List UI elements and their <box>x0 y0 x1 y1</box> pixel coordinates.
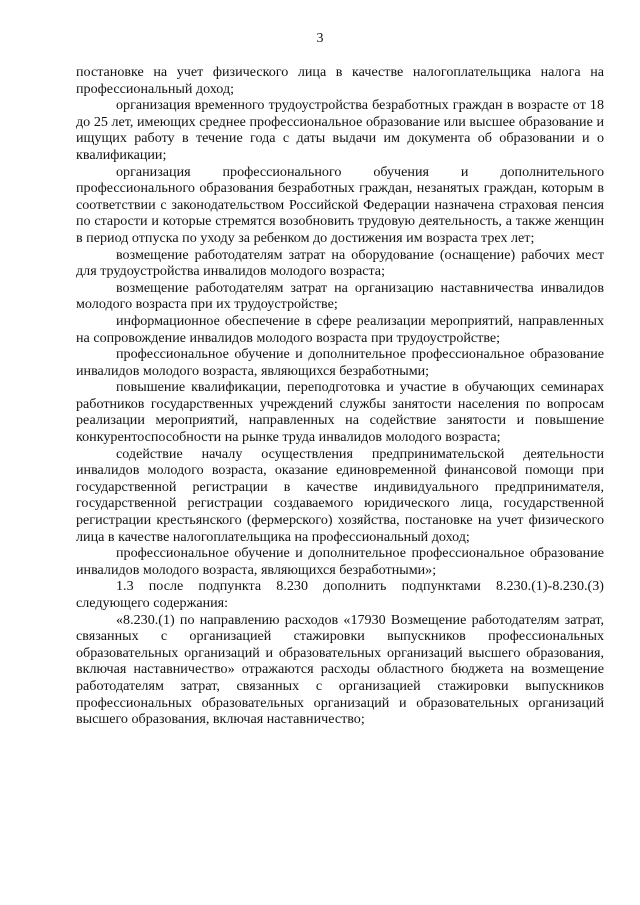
paragraph-staff-qualification: повышение квалификации, переподготовка и участие в обучающих семинарах работников государственных учреждений службы занятости населения по вопросам реализации мероприятий, направленных на содействие занятости и повышение конкурентоспособности на рынке труда инвалидов молодого возраста; <box>76 379 604 446</box>
paragraph-equipment-compensation: возмещение работодателям затрат на оборудование (оснащение) рабочих мест для трудоустройства инвалидов молодого возраста; <box>76 246 604 280</box>
paragraph-professional-training: организация профессионального обучения и дополнительного профессионального образования безработных граждан, незанятых граждан, которым в соответствии с законодательством Российской Федерации назначена страховая пенсия по старости и которые стремятся возобновить трудовую деятельность, а также женщин в период отпуска по уходу за ребенком до достижения им возраста трех лет; <box>76 163 604 246</box>
paragraph-temporary-employment: организация временного трудоустройства безработных граждан в возрасте от 18 до 25 лет, имеющих среднее профессиональное образование или высшее образование и ищущих работу в течение года с даты выдачи им документа об образовании и о квалификации; <box>76 97 604 163</box>
page-number: 3 <box>316 31 324 46</box>
paragraph-training-disabled: профессиональное обучение и дополнительное профессиональное образование инвалидов молодого возраста, являющихся безработными; <box>76 346 604 379</box>
paragraph-continuation: постановке на учет физического лица в качестве налогоплательщика налога на профессиональный доход; <box>76 64 604 97</box>
paragraph-subitem-8-230-1: «8.230.(1) по направлению расходов «17930 Возмещение работодателям затрат, связанных с организацией стажировки выпускников профессиональных образовательных организаций и образовательных организаций высшего образования, включая наставничество» отражаются расходы областного бюджета на возмещение работодателям затрат, связанных с организацией стажировки выпускников профессиональных образовательных организаций и образовательных организаций высшего образования, включая наставничество; <box>76 611 604 728</box>
paragraph-information-support: информационное обеспечение в сфере реализации мероприятий, направленных на сопровождение инвалидов молодого возраста при трудоустройстве; <box>76 312 604 346</box>
paragraph-mentoring-compensation: возмещение работодателям затрат на организацию наставничества инвалидов молодого возраста при их трудоустройстве; <box>76 279 604 313</box>
document-body <box>76 64 604 728</box>
paragraph-training-unemployed: профессиональное обучение и дополнительное профессиональное образование инвалидов молодого возраста, являющихся безработными»; <box>76 545 604 578</box>
paragraph-entrepreneurship: содействие началу осуществления предпринимательской деятельности инвалидов молодого возраста, оказание единовременной финансовой помощи при государственной регистрации в качестве индивидуального предпринимателя, государственной регистрации создаваемого юридического лица, государственной регистрации крестьянского (фермерского) хозяйства, постановке на учет физического лица в качестве налогоплательщика на профессиональный доход; <box>76 445 604 545</box>
paragraph-subitem-1-3: 1.3 после подпункта 8.230 дополнить подпунктами 8.230.(1)-8.230.(3) следующего содержания: <box>76 578 604 611</box>
